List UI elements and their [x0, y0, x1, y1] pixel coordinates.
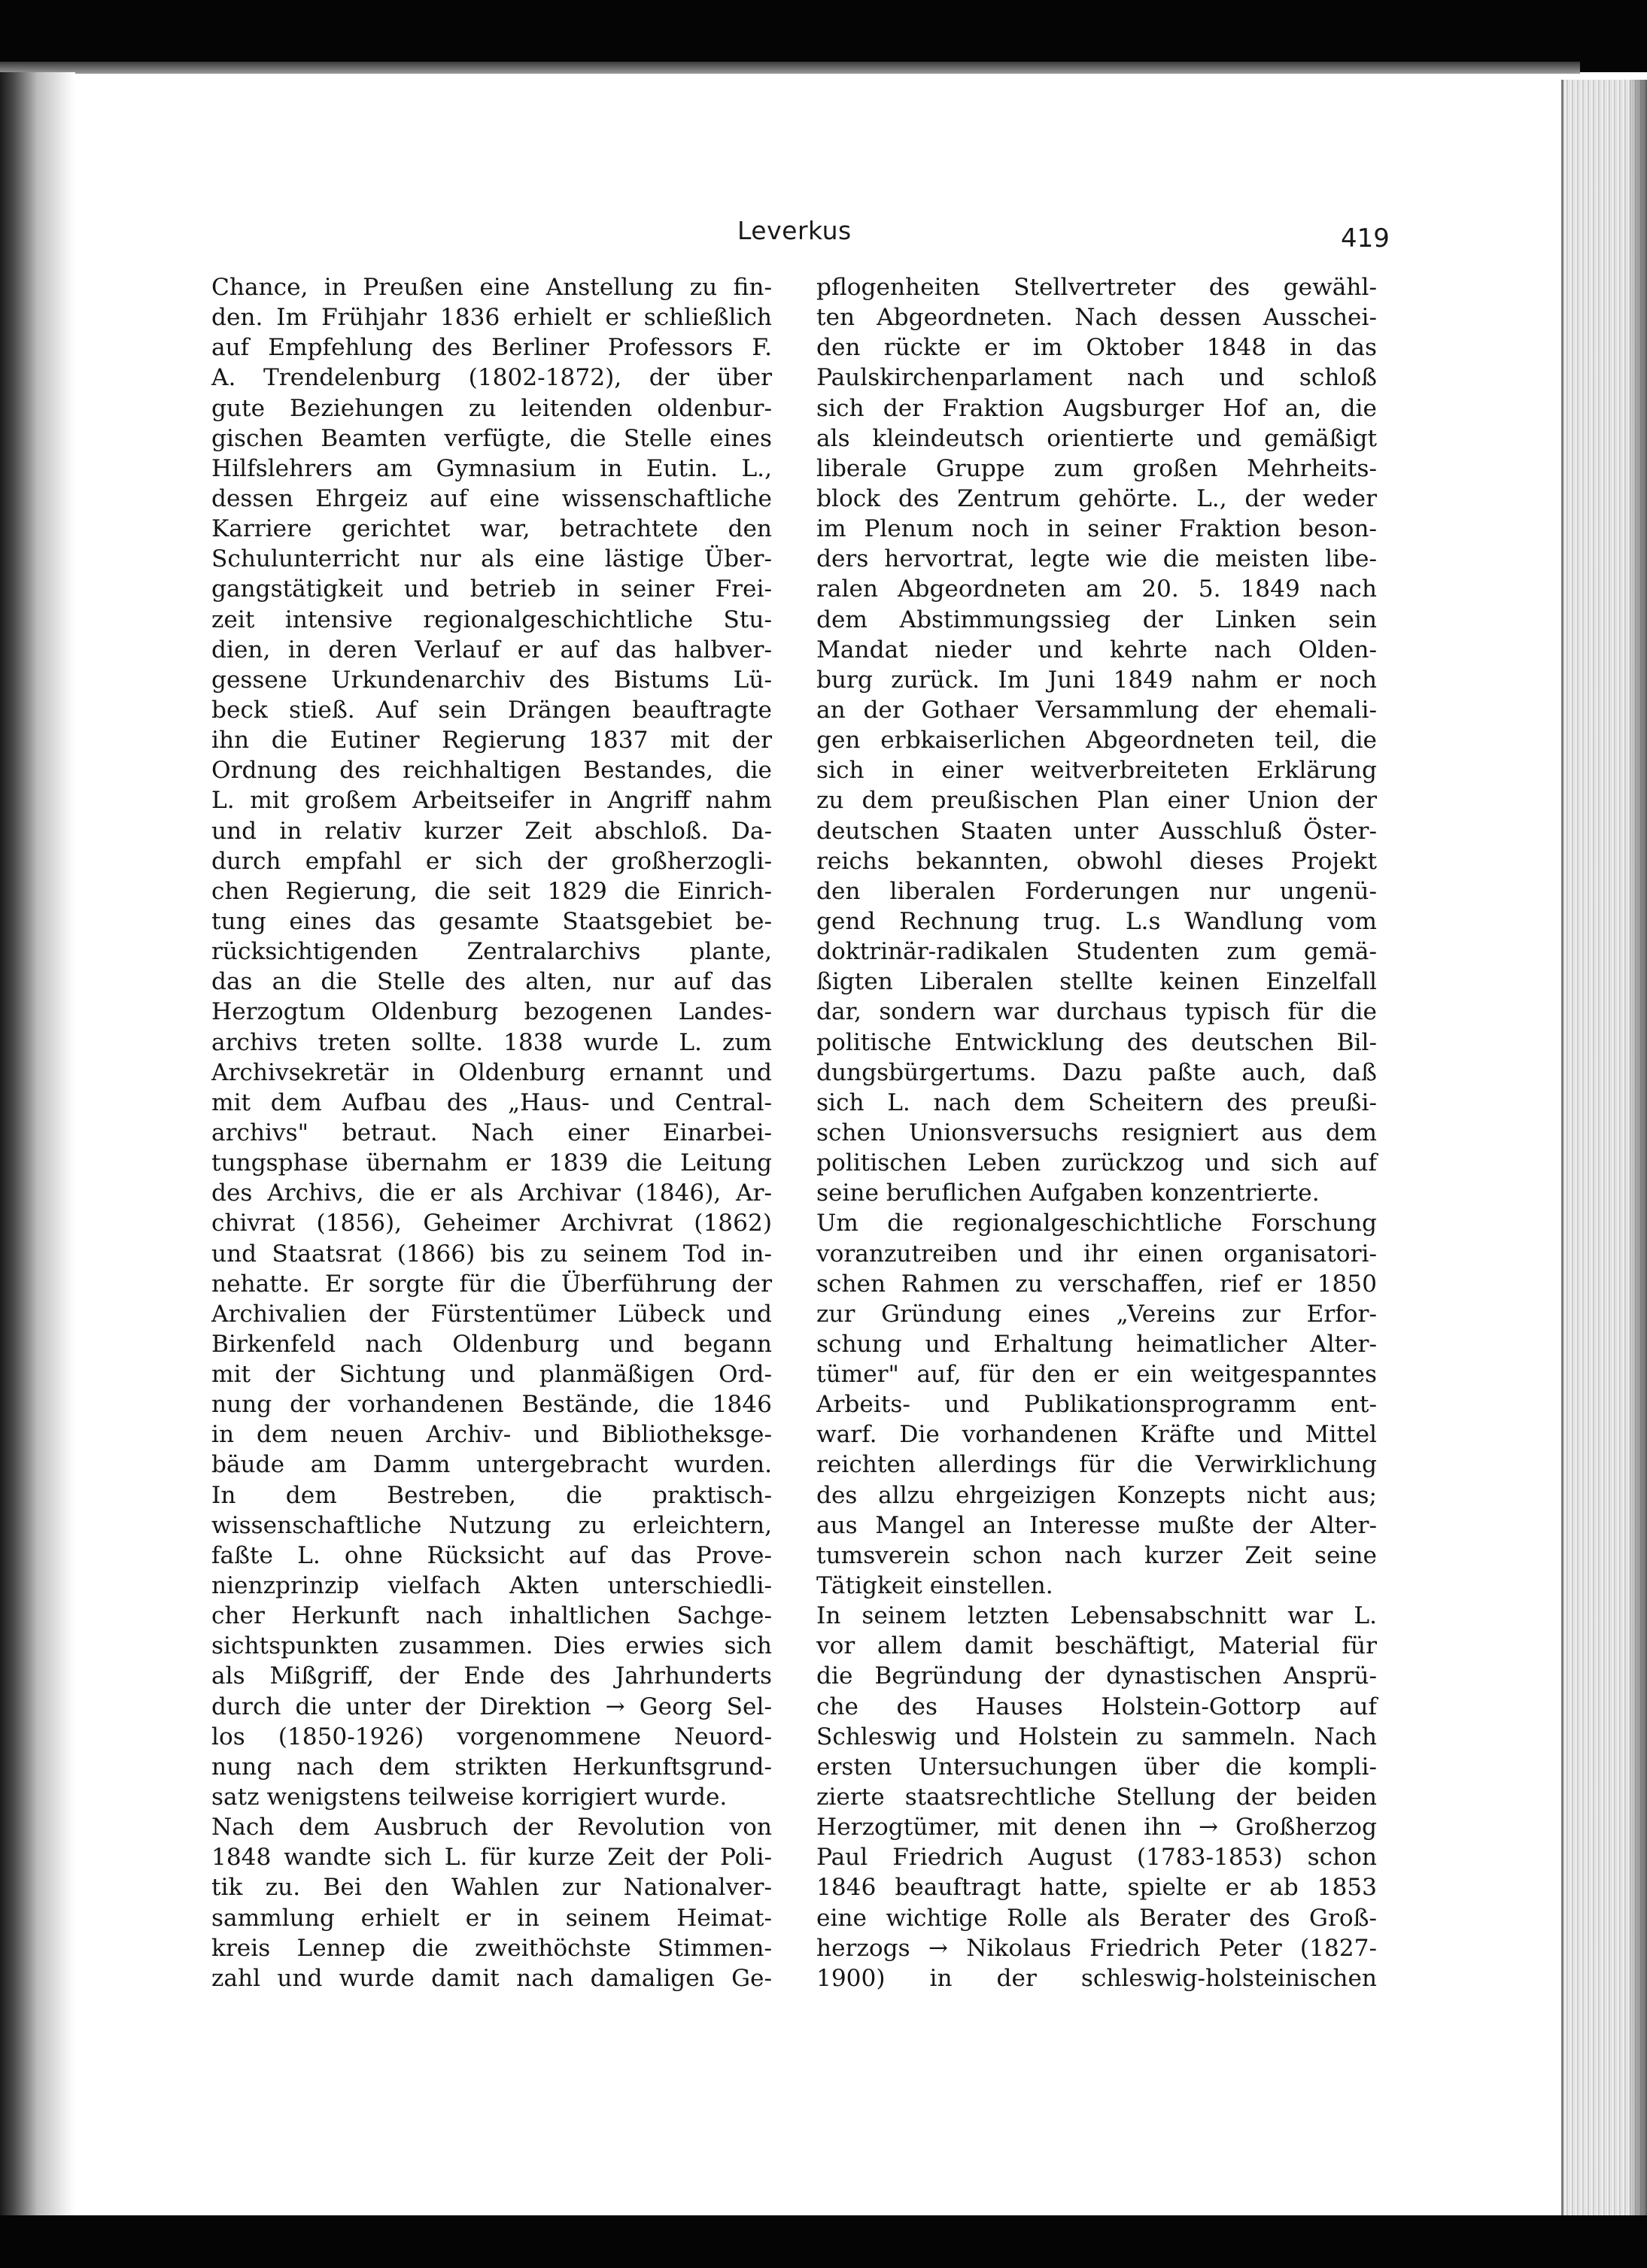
- text-line: ersten Untersuchungen über die kompli-: [816, 1753, 1377, 1781]
- text-line: eine wichtige Rolle als Berater des Groß-: [816, 1904, 1377, 1932]
- text-line: faßte L. ohne Rücksicht auf das Prove-: [211, 1541, 772, 1569]
- text-line: als Mißgriff, der Ende des Jahrhunderts: [211, 1662, 772, 1690]
- text-line: A. Trendelenburg (1802-1872), der über: [211, 364, 772, 392]
- text-line: herzogs → Nikolaus Friedrich Peter (1827-: [816, 1934, 1377, 1962]
- text-line: L. mit großem Arbeitseifer in Angriff nahm: [211, 787, 772, 815]
- scanner-border-bottom: [0, 2215, 1647, 2268]
- text-line: Paul Friedrich August (1783-1853) schon: [816, 1844, 1377, 1872]
- text-line: sich in einer weitverbreiteten Erklärung: [816, 757, 1377, 785]
- text-line: durch die unter der Direktion → Georg Sel-: [211, 1693, 772, 1720]
- text-line: In dem Bestreben, die praktisch-: [211, 1481, 772, 1509]
- text-line: archivs treten sollte. 1838 wurde L. zum: [211, 1028, 772, 1056]
- text-line: burg zurück. Im Juni 1849 nahm er noch: [816, 666, 1377, 694]
- text-line: warf. Die vorhandenen Kräfte und Mittel: [816, 1421, 1377, 1449]
- text-line: politische Entwicklung des deutschen Bil-: [816, 1028, 1377, 1056]
- text-line: In seinem letzten Lebensabschnitt war L.: [816, 1602, 1377, 1630]
- text-line: tümer" auf, für den er ein weitgespanntes: [816, 1361, 1377, 1389]
- text-line: dungsbürgertums. Dazu paßte auch, daß: [816, 1058, 1377, 1086]
- text-line: tumsverein schon nach kurzer Zeit seine: [816, 1541, 1377, 1569]
- text-line: reichten allerdings für die Verwirklichung: [816, 1451, 1377, 1479]
- text-line: dem Abstimmungssieg der Linken sein: [816, 606, 1377, 633]
- text-line: zahl und wurde damit nach damaligen Ge-: [211, 1964, 772, 1992]
- text-line: los (1850-1926) vorgenommene Neuord-: [211, 1723, 772, 1750]
- text-line: mit dem Aufbau des „Haus- und Central-: [211, 1088, 772, 1116]
- text-line: sich der Fraktion Augsburger Hof an, die: [816, 394, 1377, 422]
- text-line: reichs bekannten, obwohl dieses Projekt: [816, 847, 1377, 875]
- text-line: im Plenum noch in seiner Fraktion beson-: [816, 515, 1377, 543]
- text-line: dessen Ehrgeiz auf eine wissenschaftliche: [211, 484, 772, 512]
- text-line: Mandat nieder und kehrte nach Olden-: [816, 636, 1377, 663]
- text-line: sichtspunkten zusammen. Dies erwies sich: [211, 1632, 772, 1660]
- text-line: die Begründung der dynastischen Ansprü-: [816, 1662, 1377, 1690]
- text-line: ihn die Eutiner Regierung 1837 mit der: [211, 727, 772, 754]
- text-line: deutschen Staaten unter Ausschluß Öster-: [816, 817, 1377, 845]
- left-text-column: [211, 272, 772, 1993]
- text-line: Ordnung des reichhaltigen Bestandes, die: [211, 757, 772, 785]
- text-line: Hilfslehrers am Gymnasium in Eutin. L.,: [211, 454, 772, 482]
- text-line: in dem neuen Archiv- und Bibliotheksge-: [211, 1421, 772, 1449]
- text-line: wissenschaftliche Nutzung zu erleichtern,: [211, 1511, 772, 1539]
- text-line: Schulunterricht nur als eine lästige Über-: [211, 545, 772, 573]
- text-line: Schleswig und Holstein zu sammeln. Nach: [816, 1723, 1377, 1750]
- text-line: ralen Abgeordneten am 20. 5. 1849 nach: [816, 575, 1377, 603]
- text-line: Birkenfeld nach Oldenburg und begann: [211, 1330, 772, 1358]
- text-line: sammlung erhielt er in seinem Heimat-: [211, 1904, 772, 1932]
- text-line: tung eines das gesamte Staatsgebiet be-: [211, 907, 772, 935]
- right-text-column: [816, 272, 1377, 1993]
- text-line: zierte staatsrechtliche Stellung der beiden: [816, 1784, 1377, 1811]
- text-line: ßigten Liberalen stellte keinen Einzelfall: [816, 968, 1377, 996]
- text-line: sich L. nach dem Scheitern des preußi-: [816, 1088, 1377, 1116]
- text-line: nung nach dem strikten Herkunftsgrund-: [211, 1753, 772, 1781]
- text-line: den rückte er im Oktober 1848 in das: [816, 334, 1377, 362]
- text-line: Paulskirchenparlament nach und schloß: [816, 364, 1377, 392]
- text-line: als kleindeutsch orientierte und gemäßigt: [816, 424, 1377, 452]
- text-line: Um die regionalgeschichtliche Forschung: [816, 1210, 1377, 1237]
- text-line: und Staatsrat (1866) bis zu seinem Tod in-: [211, 1240, 772, 1268]
- text-line: schen Unionsversuchs resigniert aus dem: [816, 1119, 1377, 1146]
- text-line: des Archivs, die er als Archivar (1846), Ar-: [211, 1180, 772, 1207]
- text-line: nung der vorhandenen Bestände, die 1846: [211, 1391, 772, 1419]
- text-line: aus Mangel an Interesse mußte der Alter-: [816, 1511, 1377, 1539]
- text-line: Karriere gerichtet war, betrachtete den: [211, 515, 772, 543]
- text-line: cher Herkunft nach inhaltlichen Sachge-: [211, 1602, 772, 1630]
- text-line: vor allem damit beschäftigt, Material für: [816, 1632, 1377, 1660]
- text-line: Herzogtum Oldenburg bezogenen Landes-: [211, 998, 772, 1026]
- text-line: pflogenheiten Stellvertreter des gewähl-: [816, 274, 1377, 301]
- text-line: den liberalen Forderungen nur ungenü-: [816, 877, 1377, 905]
- text-line: archivs" betraut. Nach einer Einarbei-: [211, 1119, 772, 1146]
- text-line: gend Rechnung trug. L.s Wandlung vom: [816, 907, 1377, 935]
- text-line: nienzprinzip vielfach Akten unterschiedli-: [211, 1572, 772, 1600]
- page-number: 419: [1341, 223, 1390, 254]
- page-stack-shadow: [1629, 80, 1647, 2215]
- text-line: politischen Leben zurückzog und sich auf: [816, 1149, 1377, 1177]
- text-line: gen erbkaiserlichen Abgeordneten teil, die: [816, 727, 1377, 754]
- text-line: auf Empfehlung des Berliner Professors F.: [211, 334, 772, 362]
- text-line: zu dem preußischen Plan einer Union der: [816, 787, 1377, 815]
- text-line: schung und Erhaltung heimatlicher Alter-: [816, 1330, 1377, 1358]
- text-line: beck stieß. Auf sein Drängen beauftragte: [211, 696, 772, 724]
- text-line: dien, in deren Verlauf er auf das halbver-: [211, 636, 772, 663]
- text-line: Tätigkeit einstellen.: [816, 1572, 1053, 1600]
- text-line: doktrinär-radikalen Studenten zum gemä-: [816, 938, 1377, 966]
- text-line: chivrat (1856), Geheimer Archivrat (1862): [211, 1210, 772, 1237]
- text-line: che des Hauses Holstein-Gottorp auf: [816, 1693, 1377, 1720]
- text-line: liberale Gruppe zum großen Mehrheits-: [816, 454, 1377, 482]
- running-head: Leverkus: [737, 216, 852, 245]
- text-line: gessene Urkundenarchiv des Bistums Lü-: [211, 666, 772, 694]
- text-line: durch empfahl er sich der großherzogli-: [211, 847, 772, 875]
- text-line: rücksichtigenden Zentralarchivs plante,: [211, 938, 772, 966]
- text-line: Archivalien der Fürstentümer Lübeck und: [211, 1300, 772, 1328]
- book-top-edge: [0, 62, 1580, 74]
- text-line: block des Zentrum gehörte. L., der weder: [816, 484, 1377, 512]
- text-line: tungsphase übernahm er 1839 die Leitung: [211, 1149, 772, 1177]
- text-line: chen Regierung, die seit 1829 die Einrich-: [211, 877, 772, 905]
- text-line: das an die Stelle des alten, nur auf das: [211, 968, 772, 996]
- text-line: den. Im Frühjahr 1836 erhielt er schließlich: [211, 304, 772, 332]
- text-line: dar, sondern war durchaus typisch für die: [816, 998, 1377, 1026]
- text-line: 1846 beauftragt hatte, spielte er ab 1853: [816, 1874, 1377, 1902]
- text-line: ders hervortrat, legte wie die meisten libe-: [816, 545, 1377, 573]
- text-line: gute Beziehungen zu leitenden oldenbur-: [211, 394, 772, 422]
- text-line: Herzogtümer, mit denen ihn → Großherzog: [816, 1814, 1377, 1841]
- text-line: und in relativ kurzer Zeit abschloß. Da-: [211, 817, 772, 845]
- text-line: ten Abgeordneten. Nach dessen Ausschei-: [816, 304, 1377, 332]
- text-line: 1900) in der schleswig-holsteinischen: [816, 1964, 1377, 1992]
- text-line: nehatte. Er sorgte für die Überführung der: [211, 1270, 772, 1298]
- text-line: gangstätigkeit und betrieb in seiner Frei-: [211, 575, 772, 603]
- text-line: 1848 wandte sich L. für kurze Zeit der Poli-: [211, 1844, 772, 1872]
- text-line: an der Gothaer Versammlung der ehemali-: [816, 696, 1377, 724]
- text-line: kreis Lennep die zweithöchste Stimmen-: [211, 1934, 772, 1962]
- book-gutter-shadow: [0, 72, 75, 2215]
- text-line: mit der Sichtung und planmäßigen Ord-: [211, 1361, 772, 1389]
- text-line: Chance, in Preußen eine Anstellung zu fin-: [211, 274, 772, 301]
- text-line: voranzutreiben und ihr einen organisatori-: [816, 1240, 1377, 1268]
- text-line: zeit intensive regionalgeschichtliche Stu-: [211, 606, 772, 633]
- text-line: Arbeits- und Publikationsprogramm ent-: [816, 1391, 1377, 1419]
- text-line: bäude am Damm untergebracht wurden.: [211, 1451, 772, 1479]
- text-line: tik zu. Bei den Wahlen zur Nationalver-: [211, 1874, 772, 1902]
- text-line: Archivsekretär in Oldenburg ernannt und: [211, 1058, 772, 1086]
- text-line: Nach dem Ausbruch der Revolution von: [211, 1814, 772, 1841]
- text-line: seine beruflichen Aufgaben konzentrierte.: [816, 1180, 1320, 1207]
- text-line: gischen Beamten verfügte, die Stelle eines: [211, 424, 772, 452]
- text-line: satz wenigstens teilweise korrigiert wurde.: [211, 1784, 728, 1811]
- text-line: schen Rahmen zu verschaffen, rief er 1850: [816, 1270, 1377, 1298]
- text-line: des allzu ehrgeizigen Konzepts nicht aus;: [816, 1481, 1377, 1509]
- text-line: zur Gründung eines „Vereins zur Erfor-: [816, 1300, 1377, 1328]
